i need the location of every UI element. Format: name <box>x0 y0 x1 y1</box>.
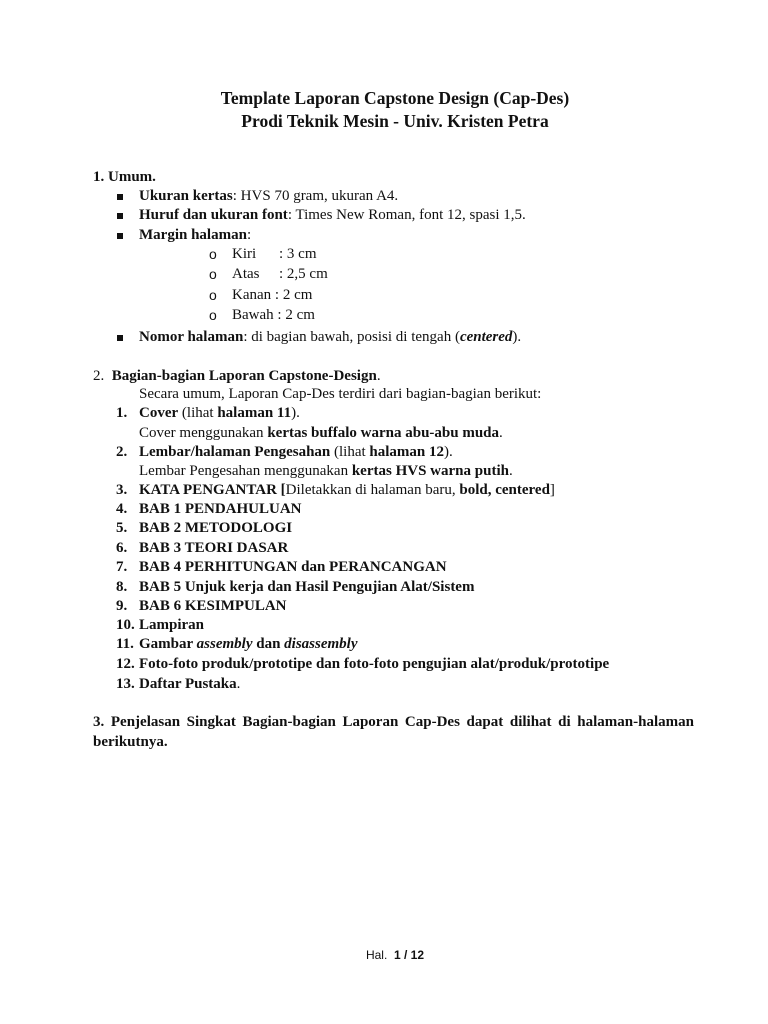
margin-left-row: o Kiri : 3 cm <box>209 246 317 262</box>
section3-line2: berikutnya. <box>93 734 168 750</box>
square-bullet-icon <box>117 335 123 341</box>
list-item: 5. BAB 2 METODOLOGI <box>116 520 293 536</box>
cover-note: Cover menggunakan kertas buffalo warna abu-abu muda. <box>139 425 503 441</box>
page-footer: Hal. 1 / 12 <box>365 948 425 962</box>
font-item: Huruf dan ukuran font: Times New Roman, font 12, spasi 1,5. <box>139 206 526 225</box>
margin-bottom-row: o Bawah : 2 cm <box>209 307 315 323</box>
list-item-daftar-pustaka: 13. Daftar Pustaka. <box>116 676 241 692</box>
margin-top-row: o Atas : 2,5 cm <box>209 266 328 282</box>
section2-intro: Secara umum, Laporan Cap-Des terdiri dari bagian-bagian berikut: <box>139 386 542 402</box>
page-number-item: Nomor halaman: di bagian bawah, posisi di tengah (centered). <box>139 328 521 347</box>
circle-bullet-icon: o <box>209 287 217 303</box>
page-number: 1 / 12 <box>393 948 425 962</box>
list-item-foto: 12. Foto-foto produk/prototipe dan foto-foto pengujian alat/produk/prototipe <box>116 656 610 672</box>
circle-bullet-icon: o <box>209 266 217 282</box>
circle-bullet-icon: o <box>209 307 217 323</box>
margin-right-row: o Kanan : 2 cm <box>209 287 313 303</box>
list-item-cover: 1. Cover (lihat halaman 11). <box>116 405 300 421</box>
list-item: 6. BAB 3 TEORI DASAR <box>116 540 289 556</box>
list-item-pengesahan: 2. Lembar/halaman Pengesahan (lihat halaman 12). <box>116 444 453 460</box>
list-item: 10. Lampiran <box>116 617 205 633</box>
pengesahan-note: Lembar Pengesahan menggunakan kertas HVS warna putih. <box>139 463 513 479</box>
circle-bullet-icon: o <box>209 246 217 262</box>
list-item: 4. BAB 1 PENDAHULUAN <box>116 501 302 517</box>
section1-heading: 1. Umum. <box>93 169 156 185</box>
margin-item: Margin halaman: <box>139 226 251 245</box>
section3-line1: 3. Penjelasan Singkat Bagian-bagian Laporan Cap-Des dapat dilihat di halaman-halaman <box>93 714 694 730</box>
paper-size-item: Ukuran kertas: HVS 70 gram, ukuran A4. <box>139 187 398 206</box>
square-bullet-icon <box>117 233 123 239</box>
document-subtitle: Prodi Teknik Mesin - Univ. Kristen Petra <box>241 111 549 131</box>
list-item: 8. BAB 5 Unjuk kerja dan Hasil Pengujian Alat/Sistem <box>116 579 475 595</box>
list-item: 7. BAB 4 PERHITUNGAN dan PERANCANGAN <box>116 559 447 575</box>
list-item: 9. BAB 6 KESIMPULAN <box>116 598 287 614</box>
list-item-gambar: 11. Gambar assembly dan disassembly <box>116 636 358 652</box>
square-bullet-icon <box>117 213 123 219</box>
document-title: Template Laporan Capstone Design (Cap-Des) <box>220 88 570 108</box>
square-bullet-icon <box>117 194 123 200</box>
section2-heading: 2. Bagian-bagian Laporan Capstone-Design. <box>93 368 381 384</box>
list-item-kata-pengantar: 3. KATA PENGANTAR [Diletakkan di halaman baru, bold, centered] <box>116 482 555 498</box>
